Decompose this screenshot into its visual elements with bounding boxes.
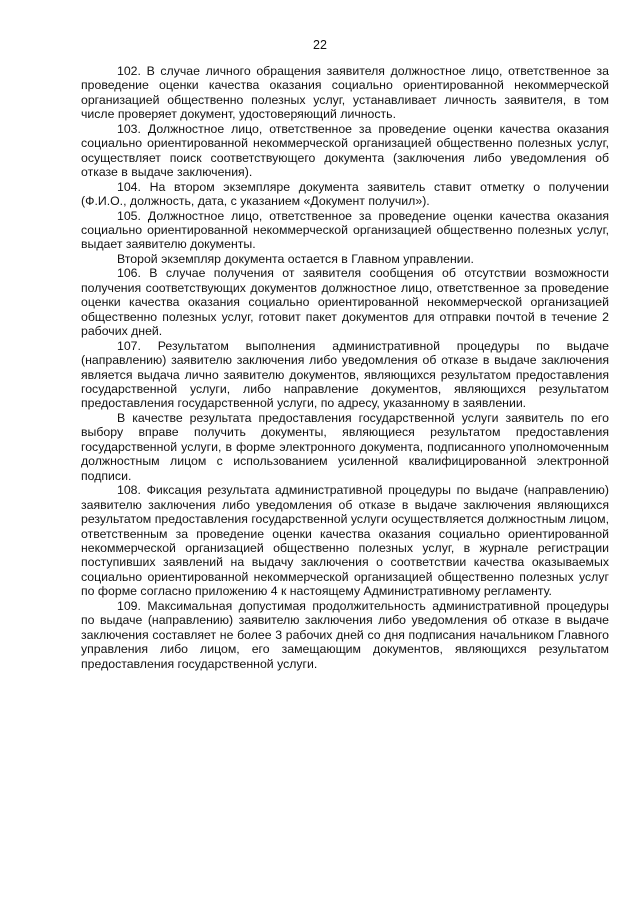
paragraph-108: 108. Фиксация результата административной процедуры по выдаче (направлению) заявителю заключения либо уведомления об отказе в выдаче заключения являющихся результатом предоставления государственной услуги осуществляется должностным лицом, ответственным за проведение оценки качества оказания социально ориентированной некоммерческой организацией общественно полезных услуг, в журнале регистрации поступивших заявлений на выдачу заключения о соответствии качества оказываемых социально ориентированной некоммерческой организацией общественно полезных услуг по форме согласно приложению 4 к настоящему Административному регламенту. [81, 483, 609, 599]
paragraph-107: 107. Результатом выполнения административной процедуры по выдаче (направлению) заявителю заключения либо уведомления об отказе в выдаче заключения является выдача лично заявителю документов, являющихся результатом предоставления государственной услуги, либо направление документов, являющихся результатом предоставления государственной услуги, по адресу, указанному в заявлении. [81, 338, 609, 411]
paragraph-103: 103. Должностное лицо, ответственное за проведение оценки качества оказания социально ориентированной некоммерческой организацией общественно полезных услуг, осуществляет поиск соответствующего документа (заключения либо уведомления об отказе в выдаче заключения). [81, 121, 609, 180]
paragraph-105: 105. Должностное лицо, ответственное за проведение оценки качества оказания социально ориентированной некоммерческой организацией общественно полезных услуг, выдает заявителю документы. [81, 208, 609, 252]
paragraph-105-continuation: Второй экземпляр документа остается в Главном управлении. [117, 251, 474, 266]
paragraph-106: 106. В случае получения от заявителя сообщения об отсутствии возможности получения соответствующих документов должностное лицо, ответственное за проведение оценки качества оказания социально ориентированной некоммерческой организацией общественно полезных услуг, готовит пакет документов для отправки почтой в течение 2 рабочих дней. [81, 266, 609, 339]
paragraph-107-continuation: В качестве результата предоставления государственной услуги заявитель по его выбору вправе получить документы, являющиеся результатом предоставления государственной услуги, в форме электронного документа, подписанного уполномоченным должностным лицом с использованием усиленной квалифицированной электронной подписи. [81, 410, 609, 483]
paragraph-109: 109. Максимальная допустимая продолжительность административной процедуры по выдаче (направлению) заявителю заключения либо уведомления об отказе в выдаче заключения составляет не более 3 рабочих дней со дня подписания начальником Главного управления либо лицом, его замещающим документов, являющихся результатом предоставления государственной услуги. [81, 598, 609, 671]
paragraph-104: 104. На втором экземпляре документа заявитель ставит отметку о получении (Ф.И.О., должность, дата, с указанием «Документ получил»). [81, 179, 609, 209]
document-body [81, 64, 609, 671]
paragraph-102: 102. В случае личного обращения заявителя должностное лицо, ответственное за проведение оценки качества оказания социально ориентированной некоммерческой организацией общественно полезных услуг, устанавливает личность заявителя, в том числе проверяет документ, удостоверяющий личность. [81, 64, 609, 122]
page-number: 22 [313, 38, 327, 52]
